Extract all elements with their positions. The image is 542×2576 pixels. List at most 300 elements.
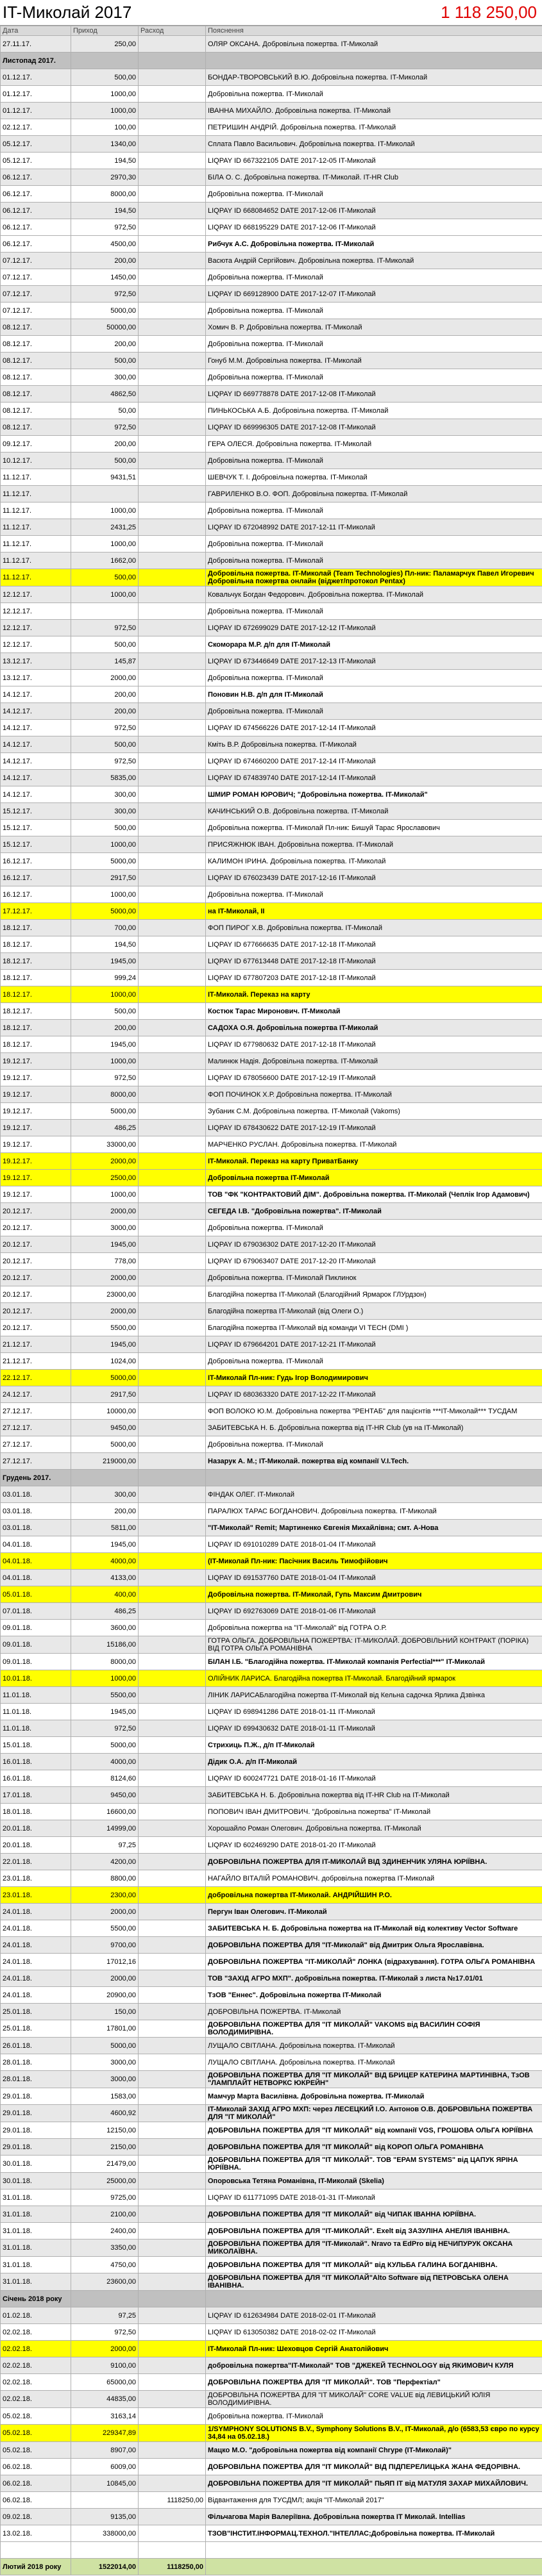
cell-description[interactable]: IT-Миколай Пл-ник: Гудь Ігор Володимирович [206, 1370, 542, 1386]
cell-income[interactable]: 4000,00 [71, 1754, 139, 1770]
cell-income[interactable]: 5835,00 [71, 770, 139, 786]
cell-description[interactable]: Дідик О.А. д/п IT-Миколай [206, 1754, 542, 1770]
cell-description[interactable]: ДОБРОВІЛЬНА ПОЖЕРТВА ДЛЯ "IT-МИКОЛАЙ". Exelt від ЗАЗУЛІНА АНЕЛІЯ ІВАНІВНА. [206, 2223, 542, 2239]
cell-expense[interactable] [139, 636, 206, 653]
cell-date[interactable]: 20.12.17. [1, 1203, 71, 1220]
cell-expense[interactable] [139, 786, 206, 803]
cell-income[interactable]: 1945,00 [71, 1036, 139, 1053]
cell-income[interactable]: 2000,00 [71, 1970, 139, 1987]
cell-description[interactable]: LIQPAY ID 679664201 DATE 2017-12-21 IT-Миколай [206, 1336, 542, 1353]
cell-income[interactable]: 2500,00 [71, 1170, 139, 1186]
cell-date[interactable]: 17.01.18. [1, 1787, 71, 1804]
cell-expense[interactable] [139, 2190, 206, 2206]
cell-description[interactable]: Добровільна пожертва. IT-Миколай [206, 670, 542, 686]
cell-description[interactable]: Добровільна пожертва IT-Миколай [206, 1170, 542, 1186]
cell-income[interactable]: 194,50 [71, 936, 139, 953]
cell-date[interactable]: 31.01.18. [1, 2190, 71, 2206]
cell-description[interactable]: LIQPAY ID 669128900 DATE 2017-12-07 IT-Миколай [206, 286, 542, 303]
cell-description[interactable]: LIQPAY ID 668084652 DATE 2017-12-06 IT-Миколай [206, 203, 542, 219]
cell-description[interactable]: добровільна пожертва"IT-Миколай" ТОВ "ДЖЕКЕЙ TECHNOLOGY від ЯКИМОВИЧ КУЛЯ [206, 2357, 542, 2374]
cell-description[interactable]: ДОБРОВІЛЬНА ПОЖЕРТВА ДЛЯ "IT МИКОЛАЙ" від компанії VGS, ГРОШОВА ОЛЬГА ЮРІЇВНА [206, 2122, 542, 2139]
cell-expense[interactable] [139, 686, 206, 703]
cell-income[interactable]: 300,00 [71, 786, 139, 803]
cell-income[interactable]: 9100,00 [71, 2357, 139, 2374]
cell-expense[interactable] [139, 1754, 206, 1770]
cell-income[interactable] [71, 2291, 139, 2307]
cell-description[interactable]: ДОБРОВІЛЬНА ПОЖЕРТВА ДЛЯ "IT МИКОЛАЙ"Alto Software від ПЕТРОВСЬКА ОЛЕНА ІВАНІВНА. [206, 2273, 542, 2291]
cell-description[interactable]: ДОБРОВІЛЬНА ПОЖЕРТВА ДЛЯ "IT МИКОЛАЙ" ВІД БРИЦЕР КАТЕРИНА МАРТИНІВНА, ТзОВ "ЛАМПЛАЙТ НЕТВОРКС ЮКРЕЙН" [206, 2071, 542, 2088]
cell-description[interactable] [206, 2559, 542, 2575]
cell-income[interactable]: 300,00 [71, 803, 139, 820]
cell-expense[interactable] [139, 936, 206, 953]
cell-expense[interactable] [139, 620, 206, 636]
cell-description[interactable]: ПОПОВИЧ ІВАН ДМИТРОВИЧ. "Добровільна пожертва" IT-Миколай [206, 1804, 542, 1820]
cell-date[interactable]: 24.01.18. [1, 1970, 71, 1987]
cell-date[interactable]: 03.01.18. [1, 1503, 71, 1520]
cell-income[interactable]: 1000,00 [71, 586, 139, 603]
cell-expense[interactable] [139, 2206, 206, 2223]
cell-expense[interactable] [139, 319, 206, 336]
cell-expense[interactable] [139, 1704, 206, 1720]
cell-expense[interactable] [139, 269, 206, 286]
cell-expense[interactable] [139, 1103, 206, 1120]
cell-income[interactable]: 229347,89 [71, 2425, 139, 2442]
cell-expense[interactable] [139, 303, 206, 319]
cell-income[interactable]: 300,00 [71, 369, 139, 386]
cell-income[interactable]: 9135,00 [71, 2509, 139, 2525]
cell-expense[interactable] [139, 753, 206, 770]
cell-date[interactable]: 12.12.17. [1, 620, 71, 636]
cell-income[interactable]: 10000,00 [71, 1403, 139, 1420]
cell-income[interactable]: 5000,00 [71, 903, 139, 920]
cell-date[interactable]: 25.01.18. [1, 2004, 71, 2020]
cell-expense[interactable] [139, 569, 206, 586]
cell-description[interactable]: ЗАБИТЕВСЬКА Н. Б. Добровільна пожертва від IT-HR Club на IT-Миколай [206, 1787, 542, 1804]
cell-description[interactable]: LIQPAY ID 676023439 DATE 2017-12-16 IT-Миколай [206, 870, 542, 886]
cell-date[interactable]: 06.02.18. [1, 2492, 71, 2509]
cell-description[interactable]: Добровільна пожертва. IT-Миколай Пиклинок [206, 1270, 542, 1286]
cell-date[interactable]: 19.12.17. [1, 1070, 71, 1086]
cell-date[interactable]: 24.01.18. [1, 1937, 71, 1954]
cell-income[interactable]: 2000,00 [71, 1203, 139, 1220]
cell-income[interactable]: 250,00 [71, 36, 139, 53]
cell-date[interactable]: 20.12.17. [1, 1236, 71, 1253]
cell-expense[interactable] [139, 1370, 206, 1386]
cell-date[interactable]: 19.12.17. [1, 1103, 71, 1120]
cell-income[interactable] [71, 486, 139, 503]
cell-description[interactable]: Хомич В. Р. Добровільна пожертва. IT-Миколай [206, 319, 542, 336]
cell-expense[interactable] [139, 536, 206, 553]
cell-date[interactable]: 18.12.17. [1, 1020, 71, 1036]
cell-date[interactable]: 08.12.17. [1, 319, 71, 336]
cell-income[interactable]: 4750,00 [71, 2257, 139, 2273]
cell-expense[interactable] [139, 186, 206, 203]
cell-income[interactable]: 1000,00 [71, 1670, 139, 1687]
cell-description[interactable]: LIQPAY ID 672699029 DATE 2017-12-12 IT-Миколай [206, 620, 542, 636]
cell-expense[interactable] [139, 503, 206, 519]
cell-description[interactable]: Благодійна пожертва IT-Миколай (Благодійний Ярмарок ГЛУрдзон) [206, 1286, 542, 1303]
cell-description[interactable]: LIQPAY ID 674660200 DATE 2017-12-14 IT-Миколай [206, 753, 542, 770]
col-header-expense[interactable]: Расход [139, 26, 206, 36]
cell-date[interactable]: 05.01.18. [1, 1586, 71, 1603]
cell-description[interactable]: ДОБРОВІЛЬНА ПОЖЕРТВА ДЛЯ "IT МИКОЛАЙ" від КУЛЬБА ГАЛИНА БОГДАНІВНА. [206, 2257, 542, 2273]
cell-income[interactable]: 500,00 [71, 353, 139, 369]
cell-income[interactable]: 8000,00 [71, 1654, 139, 1670]
cell-description[interactable]: ОЛЯР ОКСАНА. Добровільна пожертва. IT-Миколай [206, 36, 542, 53]
cell-date[interactable]: 20.01.18. [1, 1837, 71, 1854]
cell-description[interactable]: ПАРАЛЮХ ТАРАС БОГДАНОВИЧ. Добровільна пожертва. IT-Миколай [206, 1503, 542, 1520]
cell-date[interactable]: 19.12.17. [1, 1170, 71, 1186]
cell-date[interactable]: 07.01.18. [1, 1603, 71, 1620]
cell-income[interactable]: 21479,00 [71, 2156, 139, 2173]
cell-description[interactable]: ТЗОВ"ІНСТИТ.ІНФОРМАЦ.ТЕХНОЛ."ІНТЕЛЛАС;Добровільна пожертва. IT-Миколай [206, 2525, 542, 2542]
cell-expense[interactable] [139, 653, 206, 670]
cell-income[interactable]: 8000,00 [71, 1086, 139, 1103]
cell-expense[interactable] [139, 1003, 206, 1020]
cell-expense[interactable] [139, 1153, 206, 1170]
cell-description[interactable]: Добровільна пожертва. IT-Миколай [206, 1436, 542, 1453]
cell-income[interactable]: 2100,00 [71, 2206, 139, 2223]
cell-expense[interactable] [139, 453, 206, 469]
cell-expense[interactable] [139, 1904, 206, 1920]
cell-description[interactable]: LIQPAY ID 677613448 DATE 2017-12-18 IT-Миколай [206, 953, 542, 970]
cell-date[interactable]: 16.01.18. [1, 1754, 71, 1770]
cell-income[interactable]: 44835,00 [71, 2391, 139, 2408]
cell-income[interactable]: 3600,00 [71, 1620, 139, 1636]
cell-description[interactable] [206, 53, 542, 69]
cell-date[interactable]: 09.02.18. [1, 2509, 71, 2525]
cell-date[interactable]: 07.12.17. [1, 269, 71, 286]
cell-income[interactable]: 65000,00 [71, 2374, 139, 2391]
cell-income[interactable]: 999,24 [71, 970, 139, 986]
cell-description[interactable]: ЛУЩАЛО СВІТЛАНА. Добровільна пожертва. IT-Миколай [206, 2038, 542, 2054]
cell-date[interactable]: 03.01.18. [1, 1486, 71, 1503]
cell-income[interactable]: 25000,00 [71, 2173, 139, 2190]
cell-description[interactable]: LIQPAY ID 611771095 DATE 2018-01-31 IT-Миколай [206, 2190, 542, 2206]
cell-expense[interactable] [139, 1220, 206, 1236]
cell-description[interactable]: Костюк Тарас Миронович. IT-Миколай [206, 1003, 542, 1020]
cell-date[interactable]: 19.12.17. [1, 1153, 71, 1170]
cell-income[interactable]: 1000,00 [71, 1186, 139, 1203]
cell-expense[interactable] [139, 2475, 206, 2492]
cell-date[interactable]: 16.01.18. [1, 1770, 71, 1787]
cell-description[interactable]: (IT-Миколай Пл-ник: Пасічник Василь Тимофійович [206, 1553, 542, 1570]
cell-date[interactable]: 18.12.17. [1, 986, 71, 1003]
cell-description[interactable]: ДОБРОВІЛЬНА ПОЖЕРТВА ДЛЯ "IT МИКОЛАЙ". ТОВ "Перфектіал" [206, 2374, 542, 2391]
cell-income[interactable]: 1522014,00 [71, 2559, 139, 2575]
cell-expense[interactable] [139, 1453, 206, 1470]
cell-date[interactable]: 02.02.18. [1, 2374, 71, 2391]
cell-income[interactable]: 2000,00 [71, 1153, 139, 1170]
cell-description[interactable]: Кміть В.Р. Добровільна пожертва. IT-Миколай [206, 736, 542, 753]
cell-description[interactable]: IT-Миколай. Переказ на карту [206, 986, 542, 1003]
cell-date[interactable]: 20.12.17. [1, 1303, 71, 1320]
cell-income[interactable]: 5500,00 [71, 1920, 139, 1937]
cell-date[interactable]: 15.12.17. [1, 803, 71, 820]
cell-date[interactable]: 17.12.17. [1, 903, 71, 920]
cell-date[interactable]: 22.01.18. [1, 1854, 71, 1870]
cell-date[interactable]: 02.02.18. [1, 2357, 71, 2374]
cell-expense[interactable] [139, 1353, 206, 1370]
cell-expense[interactable] [139, 1536, 206, 1553]
cell-expense[interactable] [139, 1086, 206, 1103]
cell-date[interactable]: 02.02.18. [1, 2341, 71, 2357]
cell-income[interactable]: 5000,00 [71, 853, 139, 870]
cell-income[interactable]: 972,50 [71, 1070, 139, 1086]
cell-expense[interactable] [139, 2324, 206, 2341]
cell-income[interactable]: 972,50 [71, 1720, 139, 1737]
cell-expense[interactable] [139, 920, 206, 936]
cell-income[interactable]: 1000,00 [71, 103, 139, 119]
cell-date[interactable]: 29.01.18. [1, 2088, 71, 2105]
cell-description[interactable]: Добровільна пожертва. IT-Миколай [206, 453, 542, 469]
cell-income[interactable]: 9700,00 [71, 1937, 139, 1954]
cell-expense[interactable] [139, 253, 206, 269]
cell-description[interactable]: LIQPAY ID 602469290 DATE 2018-01-20 IT-Миколай [206, 1837, 542, 1854]
cell-date[interactable]: 06.12.17. [1, 219, 71, 236]
cell-expense[interactable] [139, 720, 206, 736]
cell-date[interactable]: Січень 2018 року [1, 2291, 71, 2307]
cell-date[interactable]: 29.01.18. [1, 2139, 71, 2156]
cell-date[interactable]: 25.01.18. [1, 2020, 71, 2038]
cell-date[interactable]: 19.12.17. [1, 1136, 71, 1153]
cell-description[interactable]: ЛІНИК ЛАРИСАБлагодійна пожертва IT-Миколай від Кельна садочка Ярлика Дзвінка [206, 1687, 542, 1704]
cell-description[interactable]: Рибчук А.С. Добровільна пожертва. IT-Миколай [206, 236, 542, 253]
cell-description[interactable]: ЗАБИТЕВСЬКА Н. Б. Добровільна пожертва на IT-Миколай від колективу Vector Software [206, 1920, 542, 1937]
cell-income[interactable]: 4200,00 [71, 1854, 139, 1870]
cell-income[interactable]: 1583,00 [71, 2088, 139, 2105]
cell-date[interactable]: 20.12.17. [1, 1286, 71, 1303]
cell-income[interactable]: 500,00 [71, 820, 139, 836]
cell-expense[interactable] [139, 1954, 206, 1970]
cell-income[interactable] [71, 2492, 139, 2509]
cell-date[interactable]: 07.12.17. [1, 253, 71, 269]
cell-income[interactable]: 500,00 [71, 636, 139, 653]
cell-income[interactable]: 1000,00 [71, 86, 139, 103]
cell-expense[interactable] [139, 970, 206, 986]
cell-description[interactable]: LIQPAY ID 669996305 DATE 2017-12-08 IT-Миколай [206, 419, 542, 436]
cell-income[interactable]: 5000,00 [71, 1436, 139, 1453]
cell-income[interactable]: 3000,00 [71, 1220, 139, 1236]
cell-description[interactable]: САДОХА О.Я. Добровільна пожертва IT-Миколай [206, 1020, 542, 1036]
cell-date[interactable]: Лютий 2018 року [1, 2559, 71, 2575]
cell-expense[interactable] [139, 703, 206, 720]
cell-date[interactable]: 31.01.18. [1, 2239, 71, 2257]
cell-date[interactable]: 23.01.18. [1, 1887, 71, 1904]
cell-date[interactable]: 02.12.17. [1, 119, 71, 136]
cell-expense[interactable] [139, 2509, 206, 2525]
cell-expense[interactable] [139, 2223, 206, 2239]
cell-description[interactable]: ГАВРИЛЕНКО В.О. ФОП. Добровільна пожертва. IT-Миколай [206, 486, 542, 503]
cell-expense[interactable]: 1118250,00 [139, 2492, 206, 2509]
cell-income[interactable]: 400,00 [71, 1586, 139, 1603]
cell-expense[interactable] [139, 2088, 206, 2105]
cell-date[interactable]: 01.02.18. [1, 2307, 71, 2324]
cell-expense[interactable] [139, 1603, 206, 1620]
cell-description[interactable]: Васюта Андрій Сергійович. Добровільна пожертва. IT-Миколай [206, 253, 542, 269]
cell-date[interactable]: 18.12.17. [1, 1036, 71, 1053]
cell-description[interactable]: ПРИСЯЖНЮК ІВАН. Добровільна пожертва. IT-Миколай [206, 836, 542, 853]
cell-description[interactable]: LIQPAY ID 673446649 DATE 2017-12-13 IT-Миколай [206, 653, 542, 670]
cell-expense[interactable] [139, 903, 206, 920]
cell-date[interactable]: 19.12.17. [1, 1086, 71, 1103]
cell-expense[interactable] [139, 1887, 206, 1904]
cell-description[interactable]: IT-Миколай. Переказ на карту ПриватБанку [206, 1153, 542, 1170]
cell-description[interactable]: Добровільна пожертва. IT-Миколай Пл-ник: Бишуй Тарас Ярославович [206, 820, 542, 836]
cell-date[interactable]: 31.01.18. [1, 2257, 71, 2273]
cell-expense[interactable] [139, 1420, 206, 1436]
cell-income[interactable]: 23000,00 [71, 1286, 139, 1303]
cell-expense[interactable] [139, 603, 206, 620]
cell-income[interactable]: 15186,00 [71, 1636, 139, 1654]
cell-income[interactable]: 1945,00 [71, 1704, 139, 1720]
cell-date[interactable]: 10.01.18. [1, 1670, 71, 1687]
cell-expense[interactable]: 1118250,00 [139, 2559, 206, 2575]
cell-expense[interactable] [139, 286, 206, 303]
cell-expense[interactable] [139, 1303, 206, 1320]
cell-income[interactable]: 100,00 [71, 119, 139, 136]
cell-expense[interactable] [139, 369, 206, 386]
cell-income[interactable]: 200,00 [71, 336, 139, 353]
cell-expense[interactable] [139, 53, 206, 69]
cell-date[interactable]: 18.12.17. [1, 936, 71, 953]
cell-date[interactable]: 27.12.17. [1, 1403, 71, 1420]
cell-description[interactable]: LIQPAY ID 679036302 DATE 2017-12-20 IT-Миколай [206, 1236, 542, 1253]
cell-description[interactable] [206, 2291, 542, 2307]
cell-income[interactable]: 5000,00 [71, 303, 139, 319]
cell-income[interactable]: 200,00 [71, 1020, 139, 1036]
cell-expense[interactable] [139, 2525, 206, 2542]
cell-expense[interactable] [139, 1253, 206, 1270]
cell-description[interactable]: Пергун Іван Олегович. IT-Миколай [206, 1904, 542, 1920]
cell-income[interactable]: 33000,00 [71, 1136, 139, 1153]
cell-expense[interactable] [139, 1053, 206, 1070]
cell-expense[interactable] [139, 1987, 206, 2004]
cell-date[interactable]: 14.12.17. [1, 720, 71, 736]
cell-expense[interactable] [139, 1937, 206, 1954]
cell-description[interactable]: LIQPAY ID 698941286 DATE 2018-01-11 IT-Миколай [206, 1704, 542, 1720]
cell-income[interactable]: 8124,60 [71, 1770, 139, 1787]
cell-expense[interactable] [139, 2156, 206, 2173]
cell-description[interactable]: ОЛІЙНИК ЛАРИСА. Благодійна пожертва IT-Миколай. Благодійний ярмарок [206, 1670, 542, 1687]
cell-income[interactable]: 4862,50 [71, 386, 139, 403]
cell-description[interactable]: Благодійна пожертва IT-Миколай (від Олеги О.) [206, 1303, 542, 1320]
cell-income[interactable]: 1945,00 [71, 953, 139, 970]
cell-expense[interactable] [139, 1804, 206, 1820]
cell-income[interactable]: 500,00 [71, 453, 139, 469]
cell-expense[interactable] [139, 2357, 206, 2374]
cell-description[interactable]: Благодійна пожертва IT-Миколай від команди VI TECH (DMI ) [206, 1320, 542, 1336]
cell-expense[interactable] [139, 1654, 206, 1670]
cell-description[interactable]: Добровільна пожертва. IT-Миколай [206, 269, 542, 286]
cell-date[interactable]: 11.12.17. [1, 519, 71, 536]
cell-expense[interactable] [139, 2173, 206, 2190]
cell-description[interactable]: IT-Миколай Пл-ник: Шеховцов Сергій Анатолійович [206, 2341, 542, 2357]
cell-date[interactable]: 14.12.17. [1, 703, 71, 720]
cell-description[interactable]: LIQPAY ID 691537760 DATE 2018-01-04 IT-Миколай [206, 1570, 542, 1586]
cell-date[interactable]: 24.01.18. [1, 1954, 71, 1970]
cell-income[interactable] [71, 1470, 139, 1486]
cell-income[interactable]: 14999,00 [71, 1820, 139, 1837]
cell-income[interactable]: 5000,00 [71, 2038, 139, 2054]
cell-date[interactable]: 09.01.18. [1, 1636, 71, 1654]
cell-expense[interactable] [139, 2291, 206, 2307]
cell-expense[interactable] [139, 103, 206, 119]
cell-income[interactable]: 972,50 [71, 753, 139, 770]
cell-date[interactable]: 13.12.17. [1, 653, 71, 670]
cell-description[interactable]: LIQPAY ID 691010289 DATE 2018-01-04 IT-Миколай [206, 1536, 542, 1553]
cell-description[interactable]: МАРЧЕНКО РУСЛАН. Добровільна пожертва. IT-Миколай [206, 1136, 542, 1153]
cell-expense[interactable] [139, 136, 206, 153]
cell-date[interactable]: 05.02.18. [1, 2425, 71, 2442]
cell-description[interactable]: ДОБРОВІЛЬНА ПОЖЕРТВА ДЛЯ "IT-Миколай". Nravo та EdPro від НЕЧИПУРУК ОКСАНА МИКОЛАЇВНА. [206, 2239, 542, 2257]
cell-description[interactable]: ГЕРА ОЛЕСЯ. Добровільна пожертва. IT-Миколай [206, 436, 542, 453]
cell-description[interactable]: LIQPAY ID 678430622 DATE 2017-12-19 IT-Миколай [206, 1120, 542, 1136]
cell-date[interactable]: 06.12.17. [1, 203, 71, 219]
cell-expense[interactable] [139, 1770, 206, 1787]
cell-date[interactable]: 20.12.17. [1, 1270, 71, 1286]
cell-income[interactable]: 200,00 [71, 436, 139, 453]
cell-description[interactable]: Добровільна пожертва. IT-Миколай [206, 303, 542, 319]
cell-expense[interactable] [139, 1386, 206, 1403]
cell-date[interactable]: 27.12.17. [1, 1453, 71, 1470]
cell-expense[interactable] [139, 1436, 206, 1453]
cell-date[interactable]: 06.12.17. [1, 169, 71, 186]
cell-income[interactable]: 12150,00 [71, 2122, 139, 2139]
cell-expense[interactable] [139, 1486, 206, 1503]
cell-income[interactable]: 9725,00 [71, 2190, 139, 2206]
cell-income[interactable]: 972,50 [71, 620, 139, 636]
cell-expense[interactable] [139, 1320, 206, 1336]
cell-description[interactable]: Хорошайло Роман Олегович. Добровільна пожертва. IT-Миколай [206, 1820, 542, 1837]
cell-date[interactable]: 08.12.17. [1, 419, 71, 436]
cell-description[interactable]: ДОБРОВІЛЬНА ПОЖЕРТВА ДЛЯ "IT МИКОЛАЙ" ПЬЯП ІТ від МАТУЛЯ ЗАХАР МИХАЙЛОВИЧ. [206, 2475, 542, 2492]
cell-description[interactable]: НАГАЙЛО ВІТАЛІЙ РОМАНОВИЧ. добровільна пожертва IT-Миколай [206, 1870, 542, 1887]
cell-description[interactable]: LIQPAY ID 672048992 DATE 2017-12-11 IT-Миколай [206, 519, 542, 536]
cell-description[interactable]: Добровільна пожертва. IT-Миколай [206, 536, 542, 553]
cell-description[interactable]: добровільна пожертва IT-Миколай. АНДРІЙШИН Р.О. [206, 1887, 542, 1904]
cell-income[interactable]: 2000,00 [71, 1904, 139, 1920]
cell-income[interactable] [71, 2542, 139, 2559]
cell-expense[interactable] [139, 203, 206, 219]
cell-income[interactable]: 194,50 [71, 203, 139, 219]
cell-description[interactable]: Добровільна пожертва. IT-Миколай [206, 703, 542, 720]
cell-income[interactable]: 972,50 [71, 219, 139, 236]
cell-date[interactable]: 19.12.17. [1, 1186, 71, 1203]
cell-income[interactable]: 2000,00 [71, 1270, 139, 1286]
cell-income[interactable]: 16600,00 [71, 1804, 139, 1820]
cell-date[interactable]: 01.12.17. [1, 69, 71, 86]
cell-description[interactable]: ТОВ "ФК "КОНТРАКТОВИЙ ДІМ". Добровільна пожертва. IT-Миколай (Чеплік Ігор Адамович) [206, 1186, 542, 1203]
cell-date[interactable]: 08.12.17. [1, 353, 71, 369]
cell-date[interactable]: 03.01.18. [1, 1520, 71, 1536]
cell-income[interactable]: 3350,00 [71, 2239, 139, 2257]
cell-expense[interactable] [139, 836, 206, 853]
cell-date[interactable]: 24.01.18. [1, 1920, 71, 1937]
cell-description[interactable]: Добровільна пожертва. IT-Миколай [206, 603, 542, 620]
cell-description[interactable]: Добровільна пожертва. IT-Миколай [206, 886, 542, 903]
cell-income[interactable]: 1000,00 [71, 886, 139, 903]
cell-expense[interactable] [139, 1820, 206, 1837]
cell-income[interactable]: 2000,00 [71, 2341, 139, 2357]
cell-income[interactable]: 97,25 [71, 1837, 139, 1854]
cell-description[interactable]: Добровільна пожертва. IT-Миколай [206, 1353, 542, 1370]
cell-income[interactable]: 500,00 [71, 569, 139, 586]
cell-expense[interactable] [139, 86, 206, 103]
cell-income[interactable]: 3000,00 [71, 2054, 139, 2071]
cell-date[interactable]: 11.01.18. [1, 1687, 71, 1704]
cell-description[interactable]: на IT-Миколай, ІІ [206, 903, 542, 920]
